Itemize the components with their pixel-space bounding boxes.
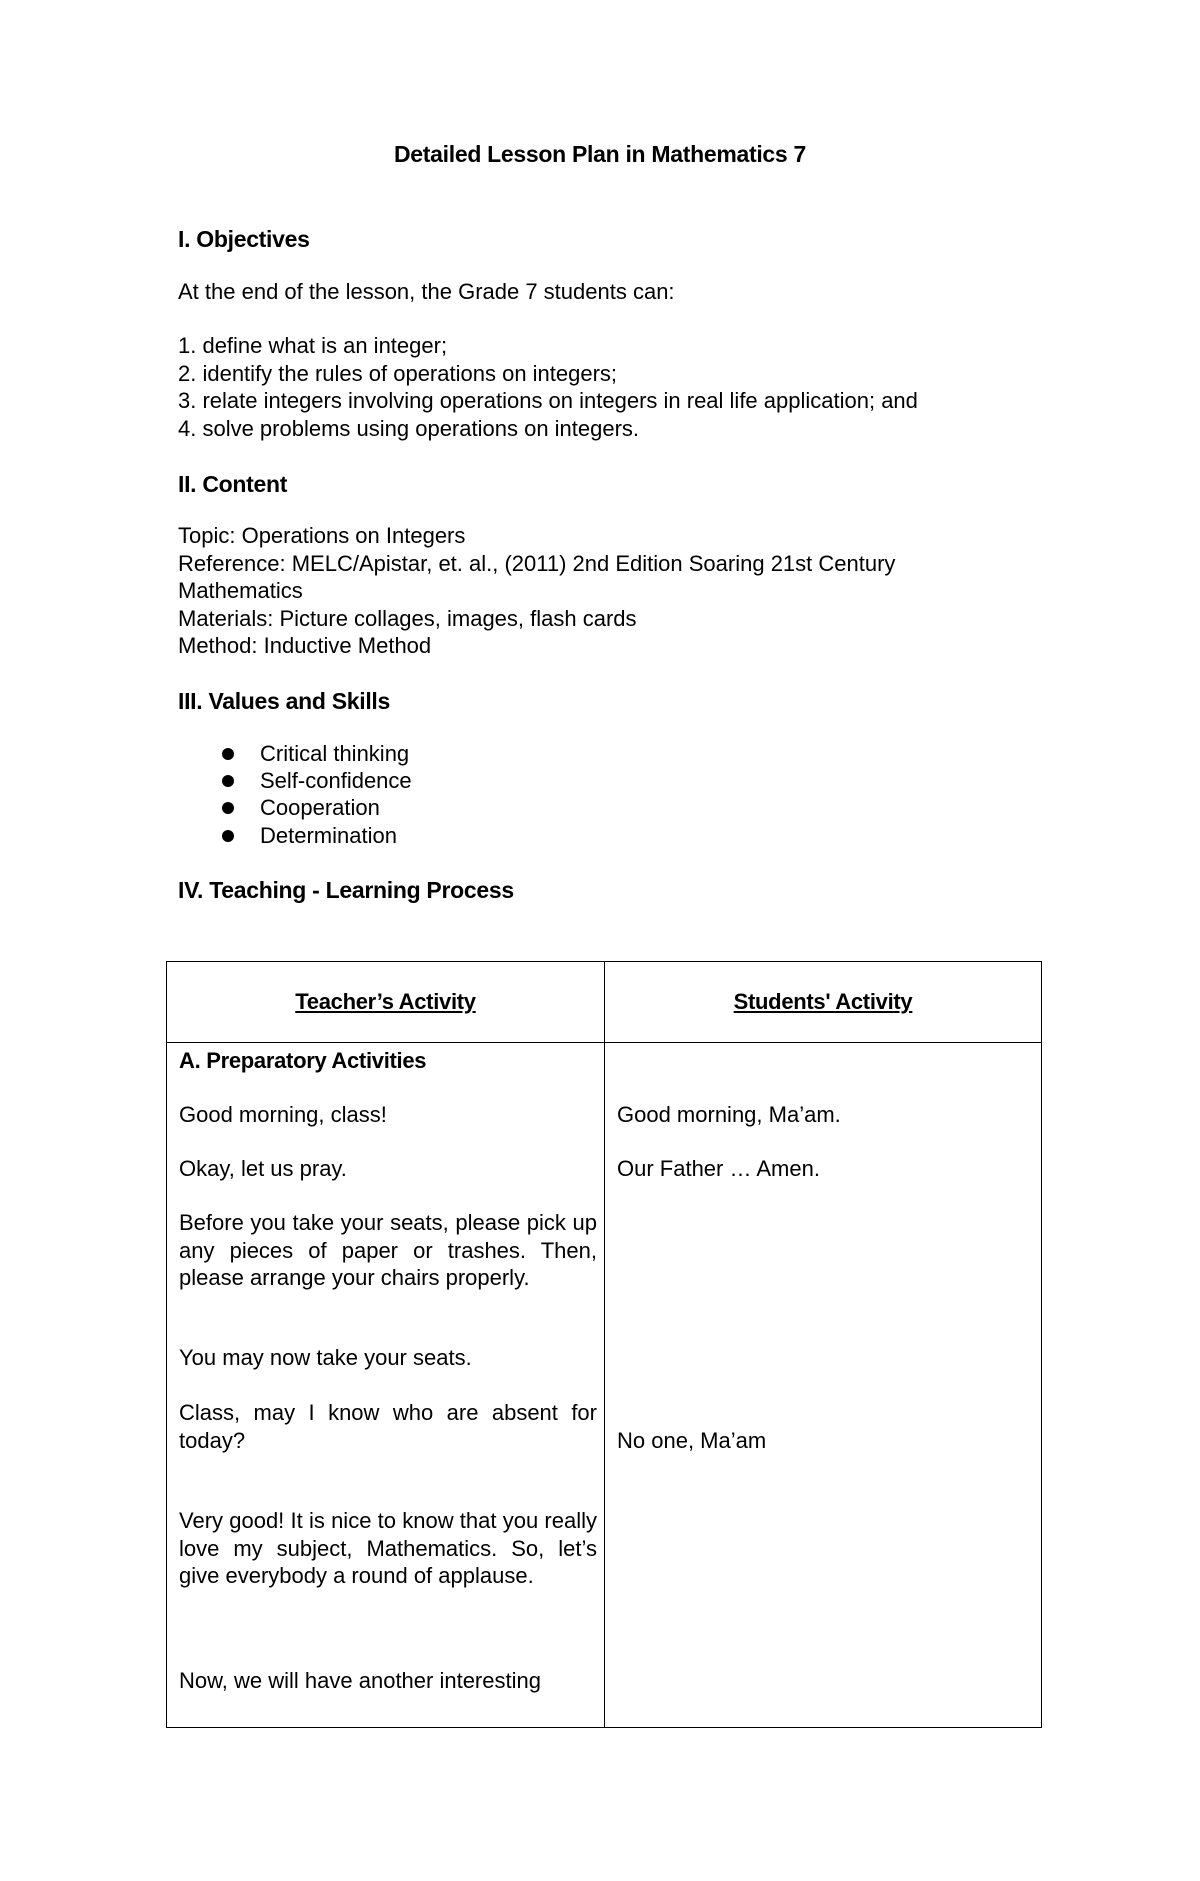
bullet-icon	[222, 802, 234, 814]
teacher-line: Before you take your seats, please pick up any pieces of paper or trashes. Then, please arrange your chairs properly.	[179, 1210, 597, 1290]
table-header-row	[167, 962, 1042, 1043]
teacher-line: Okay, let us pray.	[179, 1156, 347, 1181]
teacher-line: Very good! It is nice to know that you really love my subject, Mathematics. So, let’s give everybody a round of applause.	[179, 1508, 597, 1588]
content-heading: II. Content	[178, 471, 288, 497]
content-method: Method: Inductive Method	[178, 633, 432, 658]
bullet-icon	[222, 748, 234, 760]
students-activity-header: Students' Activity	[605, 962, 1042, 1043]
content-topic: Topic: Operations on Integers	[178, 523, 466, 548]
bullet-icon	[222, 830, 234, 842]
value-item: Determination	[222, 822, 412, 849]
objective-item: 4. solve problems using operations on integers.	[178, 415, 640, 441]
student-line: No one, Ma’am	[617, 1428, 767, 1453]
table-row	[167, 1043, 1042, 1728]
objectives-intro: At the end of the lesson, the Grade 7 students can:	[178, 279, 675, 304]
objective-item: 3. relate integers involving operations on integers in real life application; and	[178, 388, 918, 413]
teacher-line: You may now take your seats.	[179, 1345, 472, 1370]
objectives-heading: I. Objectives	[178, 226, 310, 252]
process-heading: IV. Teaching - Learning Process	[178, 877, 514, 903]
value-item: Critical thinking	[222, 740, 412, 767]
values-heading: III. Values and Skills	[178, 688, 391, 714]
objectives-list	[178, 332, 918, 442]
content-reference-cont: Mathematics	[178, 578, 303, 603]
section-heading: A. Preparatory Activities	[179, 1048, 427, 1073]
bullet-icon	[222, 775, 234, 787]
teacher-activity-header: Teacher’s Activity	[167, 962, 605, 1043]
activity-table	[166, 961, 1042, 1728]
content-reference: Reference: MELC/Apistar, et. al., (2011) 2nd Edition Soaring 21st Century	[178, 550, 896, 576]
student-line: Good morning, Ma’am.	[617, 1102, 841, 1127]
value-item: Cooperation	[222, 794, 412, 821]
value-item: Self-confidence	[222, 767, 412, 794]
document-title: Detailed Lesson Plan in Mathematics 7	[394, 141, 806, 167]
teacher-line: Good morning, class!	[179, 1102, 387, 1127]
teacher-line: Now, we will have another interesting	[179, 1668, 541, 1693]
objective-item: 2. identify the rules of operations on integers;	[178, 360, 618, 386]
values-list	[222, 740, 412, 849]
content-details	[178, 522, 998, 660]
content-materials: Materials: Picture collages, images, flash cards	[178, 605, 637, 631]
teacher-line: Class, may I know who are absent for today?	[179, 1400, 597, 1453]
students-activity-cell	[605, 1043, 1042, 1728]
student-line: Our Father … Amen.	[617, 1156, 820, 1181]
objective-item: 1. define what is an integer;	[178, 333, 448, 358]
teacher-activity-cell	[167, 1043, 605, 1728]
